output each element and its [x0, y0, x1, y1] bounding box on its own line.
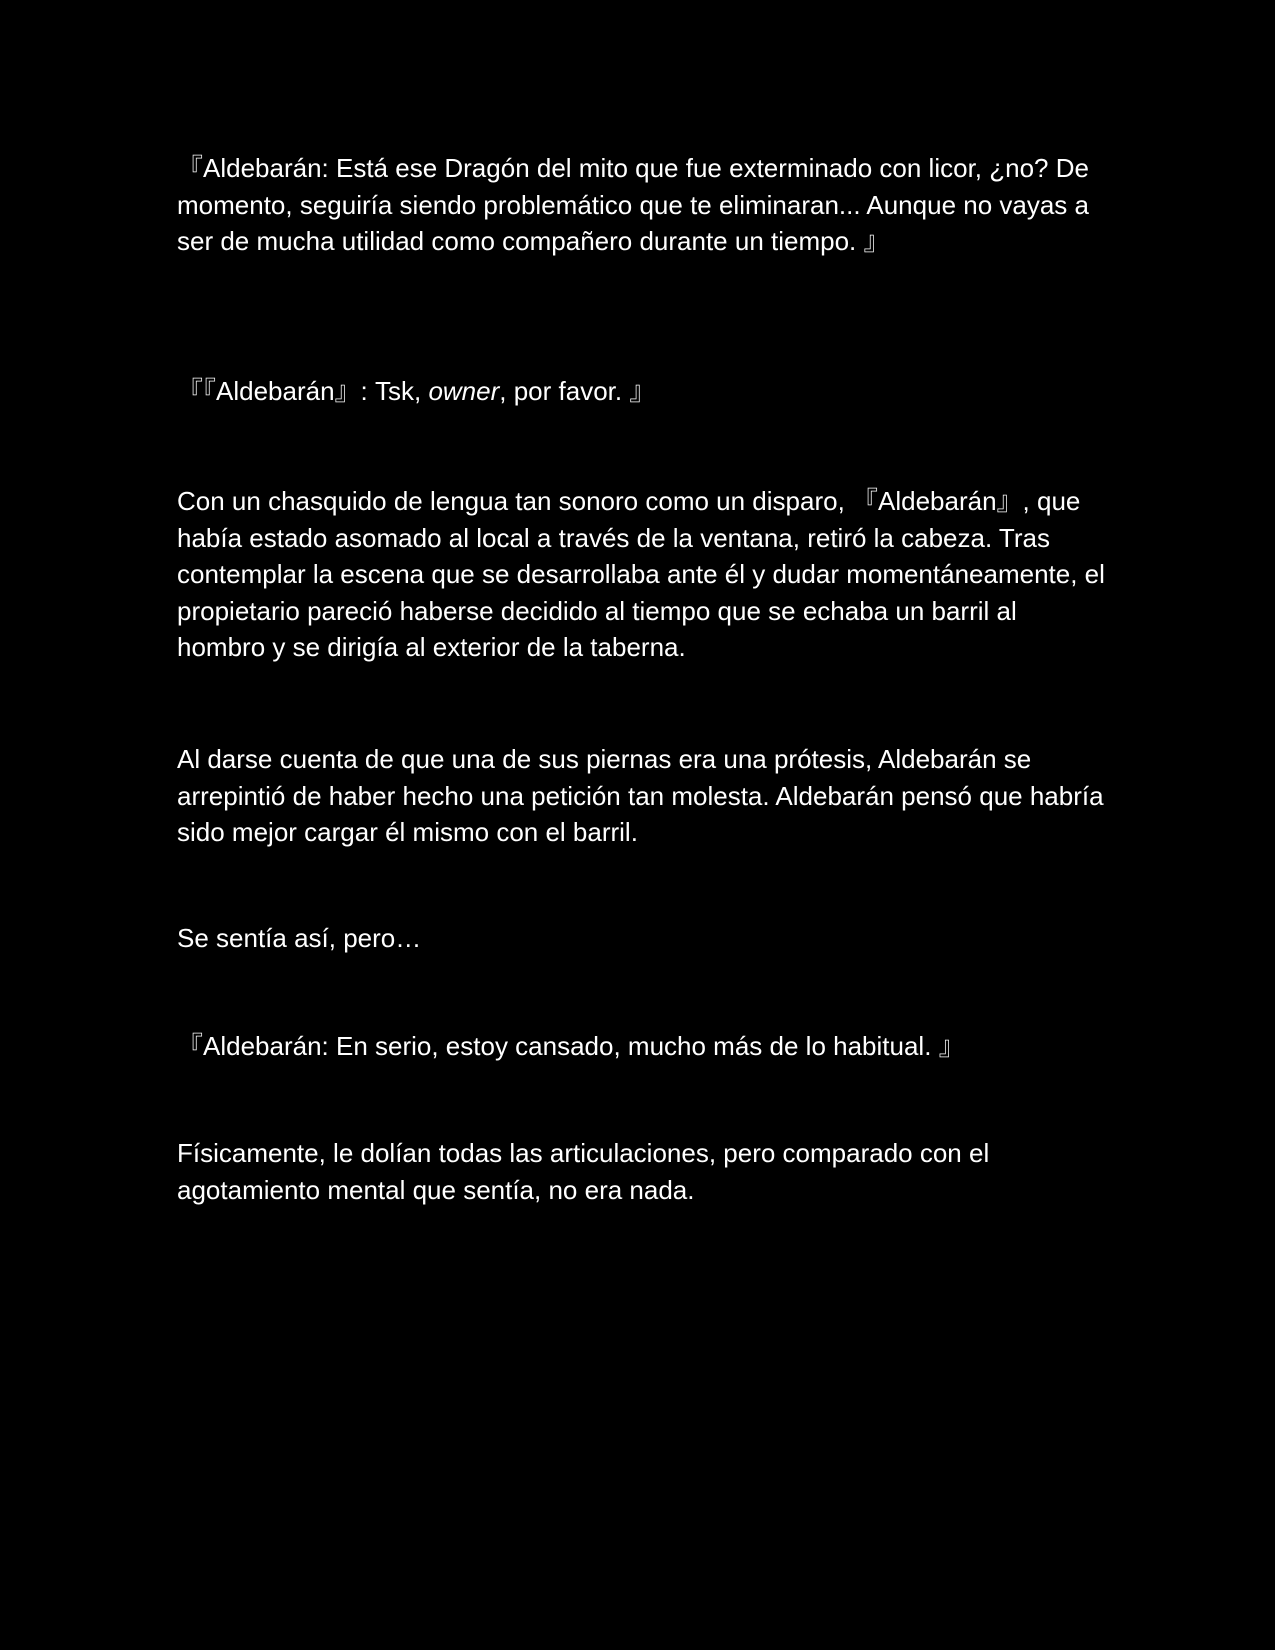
paragraph-narration-3: Se sentía así, pero…	[177, 923, 422, 953]
paragraph-narration-4: Físicamente, le dolían todas las articulaciones, pero comparado con el agotamiento mental que sentía, no era nada.	[177, 1138, 990, 1205]
dialogue-2-end: , por favor. 』	[499, 376, 656, 406]
dialogue-2-italic-word: owner	[428, 376, 500, 406]
paragraph-narration-1: Con un chasquido de lengua tan sonoro como un disparo, 『Aldebarán』, que había estado asomado al local a través de la ventana, retiró la cabeza. Tras contemplar la escena que se desarrollaba ante él y dudar momentáneamente, el propietario pareció haberse decidido al tiempo que se echaba un barril al hombro y se dirigía al exterior de la taberna.	[177, 486, 1105, 662]
paragraph-dialogue-3: 『Aldebarán: En serio, estoy cansado, mucho más de lo habitual. 』	[177, 1031, 965, 1061]
paragraph-dialogue-1: 『Aldebarán: Está ese Dragón del mito que fue exterminado con licor, ¿no? De momento, seguiría siendo problemático que te eliminaran... Aunque no vayas a ser de mucha utilidad como compañero durante un tiempo. 』	[177, 153, 1089, 256]
paragraph-narration-2: Al darse cuenta de que una de sus piernas era una prótesis, Aldebarán se arrepintió de haber hecho una petición tan molesta. Aldebarán pensó que habría sido mejor cargar él mismo con el barril.	[177, 744, 1104, 847]
dialogue-2-start: 『『Aldebarán』: Tsk,	[177, 376, 429, 406]
paragraph-dialogue-2	[177, 373, 1107, 410]
